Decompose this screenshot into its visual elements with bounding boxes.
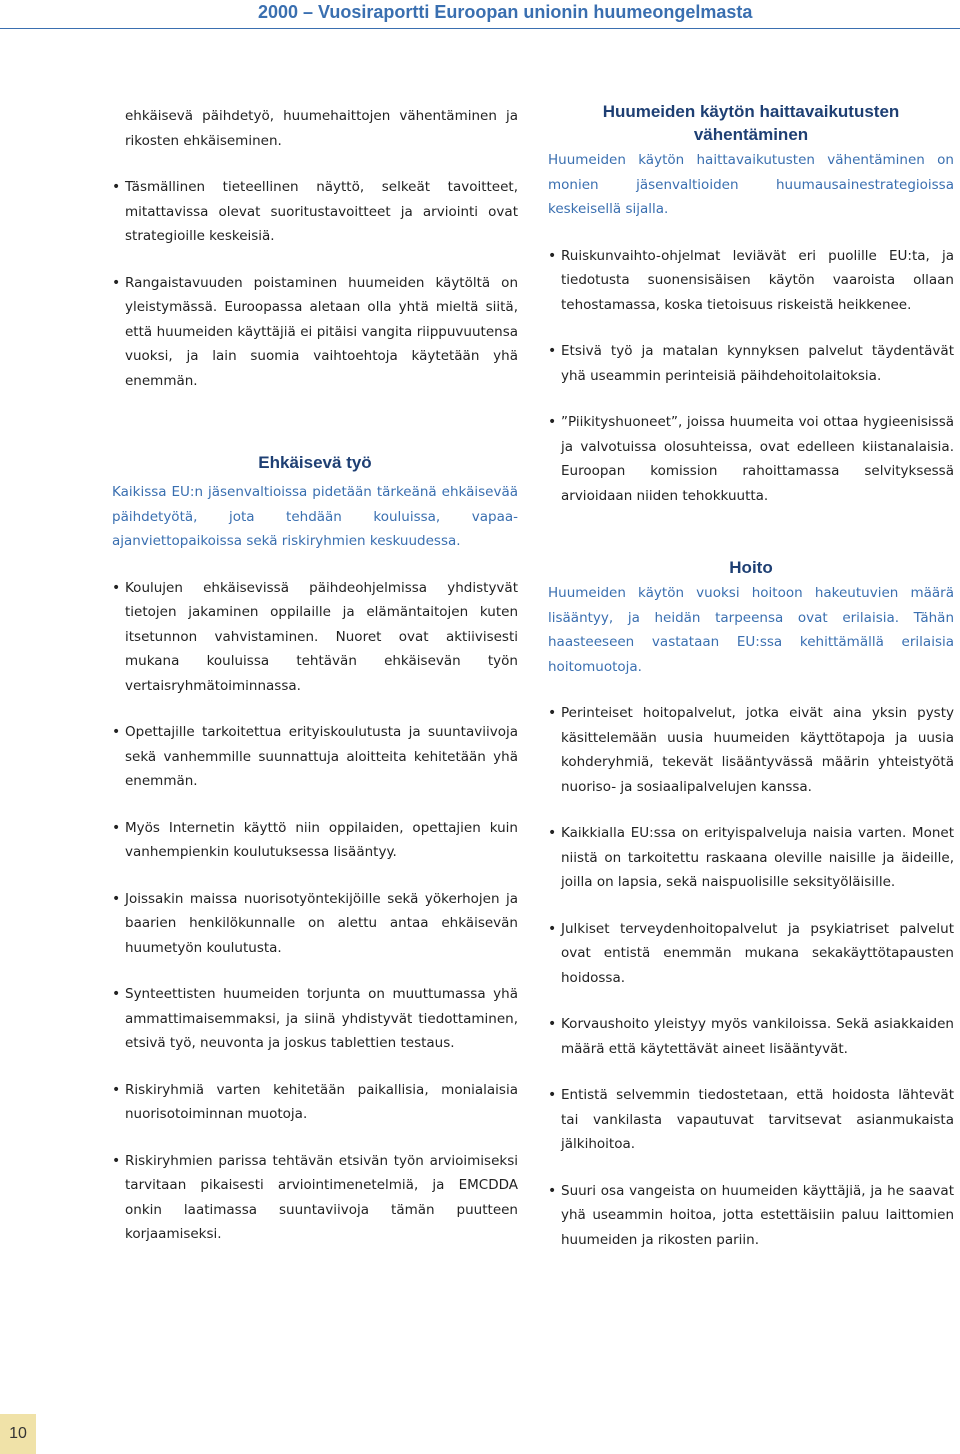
- right-column: [548, 100, 954, 1252]
- left-column: [112, 104, 518, 1247]
- section-heading-prevention: Ehkäisevä työ: [258, 453, 372, 472]
- section-heading-harm-reduction: Huumeiden käytön haittavaikutusten vähentäminen: [602, 102, 900, 144]
- section-heading-treatment: Hoito: [729, 558, 773, 577]
- section-intro-prevention: Kaikissa EU:n jäsenvaltioissa pidetään tärkeänä ehkäisevää päihdetyötä, jota tehdään kouluissa, vapaa-ajanviettopaikoissa sekä riskiryhmien keskuudessa.: [112, 484, 518, 549]
- list-item: • Täsmällinen tieteellinen näyttö, selkeät tavoitteet, mitattavissa olevat suoritustavoitteet ja arviointi ovat strategioille keskeisiä.: [112, 175, 518, 249]
- harm-reduction-bullet-list: [548, 244, 954, 509]
- page-header: [0, 0, 960, 29]
- list-item: • Riskiryhmiä varten kehitetään paikallisia, monialaisia nuorisotoiminnan muotoja.: [112, 1078, 518, 1127]
- list-item: • Etsivä työ ja matalan kynnyksen palvelut täydentävät yhä useammin perinteisiä päihdehoitolaitoksia.: [548, 339, 954, 388]
- list-item: • Perinteiset hoitopalvelut, jotka eivät aina yksin pysty käsittelemään uusia huumeiden käyttötapoja ja uusia kohderyhmiä, tekevät lisääntyvässä määrin yhteistyötä nuoriso- ja sosiaalipalvelujen kanssa.: [548, 701, 954, 799]
- page-number: 10: [0, 1414, 36, 1454]
- list-item: • Opettajille tarkoitettua erityiskoulutusta ja suuntaviivoja sekä vanhemmille suunnattuja aloitteita kehitetään yhä enemmän.: [112, 720, 518, 794]
- prevention-bullet-list: [112, 576, 518, 1247]
- list-item: • Kaikkialla EU:ssa on erityispalveluja naisia varten. Monet niistä on tarkoitettu raskaana oleville naisille ja äideille, joilla on lapsia, sekä naispuolisille seksityöläisille.: [548, 821, 954, 895]
- section-intro-harm-reduction: Huumeiden käytön haittavaikutusten vähentäminen on monien jäsenvaltioiden huumausainestrategioissa keskeisellä sijalla.: [548, 152, 954, 217]
- list-item: • Riskiryhmien parissa tehtävän etsivän työn arvioimiseksi tarvitaan pikaisesti arviointimenetelmiä, ja EMCDDA onkin laatimassa suuntaviivoja tämän puutteen korjaamiseksi.: [112, 1149, 518, 1247]
- list-item: • Suuri osa vangeista on huumeiden käyttäjiä, ja he saavat yhä useammin hoitoa, jotta estettäisiin paluu laittomien huumeiden ja rikosten pariin.: [548, 1179, 954, 1253]
- report-title: 2000 – Vuosiraportti Euroopan unionin huumeongelmasta: [258, 2, 753, 22]
- continuation-text: ehkäisevä päihdetyö, huumehaittojen vähentäminen ja rikosten ehkäiseminen.: [125, 108, 518, 149]
- list-item: • ”Piikityshuoneet”, joissa huumeita voi ottaa hygieenisissä ja valvotuissa olosuhteissa, ovat edelleen kiistanalaisia. Euroopan komission rahoittamassa selvityksessä arvioidaan niiden tehokkuutta.: [548, 410, 954, 508]
- list-item: • Korvaushoito yleistyy myös vankiloissa. Sekä asiakkaiden määrä että käytettävät aineet lisääntyvät.: [548, 1012, 954, 1061]
- list-item: • Rangaistavuuden poistaminen huumeiden käytöltä on yleistymässä. Euroopassa aletaan olla yhtä mieltä siitä, että huumeiden käyttäjiä ei pitäisi vangita riippuvuutensa vuoksi, ja lain suomia vaihtoehtoja käytetään yhä enemmän.: [112, 271, 518, 394]
- treatment-bullet-list: [548, 701, 954, 1252]
- list-item: • Ruiskunvaihto-ohjelmat leviävät eri puolille EU:ta, ja tiedotusta suonensisäisen käytön vaaroista ollaan tehostamassa, koska tietoisuus riskeistä heikkenee.: [548, 244, 954, 318]
- list-item: • Koulujen ehkäisevissä päihdeohjelmissa yhdistyvät tietojen jakaminen oppilaille ja elämäntaitojen kuten itsetunnon vahvistaminen. Nuoret ovat aktiivisesti mukana kouluissa tehtävän ehkäisevän työn vertaisryhmätoiminnassa.: [112, 576, 518, 699]
- list-item: • Synteettisten huumeiden torjunta on muuttumassa yhä ammattimaisemmaksi, ja siinä yhdistyvät tiedottaminen, etsivä työ, neuvonta ja joskus tablettien testaus.: [112, 982, 518, 1056]
- section-intro-treatment: Huumeiden käytön vuoksi hoitoon hakeutuvien määrä lisääntyy, ja heidän tarpeensa ovat erilaisia. Tähän haasteeseen vastataan EU:ssa kehittämällä erilaisia hoitomuotoja.: [548, 585, 954, 675]
- list-item: • Julkiset terveydenhoitopalvelut ja psykiatriset palvelut ovat entistä enemmän mukana sekakäyttötapausten hoidossa.: [548, 917, 954, 991]
- list-item: • Entistä selvemmin tiedostetaan, että hoidosta lähtevät tai vankilasta vapautuvat tarvitsevat asianmukaista jälkihoitoa.: [548, 1083, 954, 1157]
- list-item: • Joissakin maissa nuorisotyöntekijöille sekä yökerhojen ja baarien henkilökunnalle on alettu antaa ehkäisevän huumetyön koulutusta.: [112, 887, 518, 961]
- top-bullet-list: [112, 175, 518, 393]
- list-item: • Myös Internetin käyttö niin oppilaiden, opettajien kuin vanhempienkin koulutuksessa lisääntyy.: [112, 816, 518, 865]
